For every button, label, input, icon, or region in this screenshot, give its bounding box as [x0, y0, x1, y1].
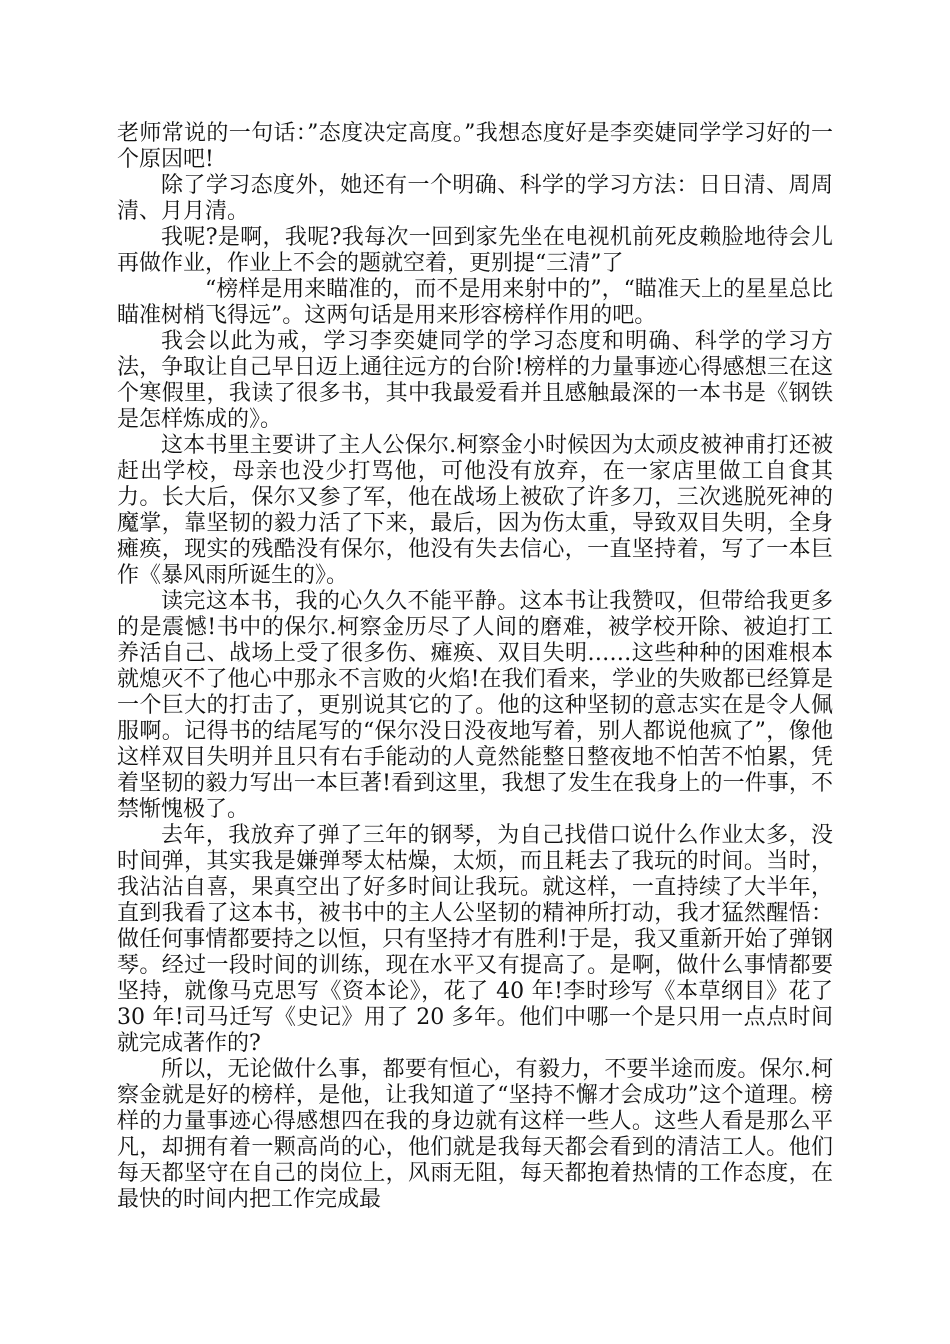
paragraph-1: 老师常说的一句话：”态度决定高度。”我想态度好是李奕婕同学学习好的一个原因吧!: [117, 121, 833, 172]
paragraph-4: “榜样是用来瞄准的，而不是用来射中的”，“瞄准天上的星星总比瞄准树梢飞得远”。这两句话是用来形容榜样作用的吧。: [117, 277, 833, 328]
paragraph-2: 除了学习态度外，她还有一个明确、科学的学习方法：日日清、周周清、月月清。: [117, 173, 833, 224]
document-page: [117, 121, 833, 1213]
paragraph-3: 我呢?是啊，我呢?我每次一回到家先坐在电视机前死皮赖脸地待会儿再做作业，作业上不会的题就空着，更别提“三清”了: [117, 225, 833, 276]
paragraph-9: 所以，无论做什么事，都要有恒心，有毅力，不要半途而废。保尔.柯察金就是好的榜样，是他，让我知道了“坚持不懈才会成功”这个道理。榜样的力量事迹心得感想四在我的身边就有这样一些人。这些人看是那么平凡，却拥有着一颗高尚的心，他们就是我每天都会看到的清洁工人。他们每天都坚守在自己的岗位上，风雨无阻，每天都抱着热情的工作态度，在最快的时间内把工作完成最: [117, 1057, 833, 1212]
paragraph-6: 这本书里主要讲了主人公保尔.柯察金小时候因为太顽皮被神甫打还被赶出学校，母亲也没少打骂他，可他没有放弃，在一家店里做工自食其力。长大后，保尔又参了军，他在战场上被砍了许多刀，三次逃脱死神的魔掌，靠坚韧的毅力活了下来，最后，因为伤太重，导致双目失明，全身瘫痪，现实的残酷没有保尔，他没有失去信心，一直坚持着，写了一本巨作《暴风雨所诞生的》。: [117, 433, 833, 588]
paragraph-5: 我会以此为戒，学习李奕婕同学的学习态度和明确、科学的学习方法，争取让自己早日迈上通往远方的台阶!榜样的力量事迹心得感想三在这个寒假里，我读了很多书，其中我最爱看并且感触最深的一本书是《钢铁是怎样炼成的》。: [117, 329, 833, 432]
paragraph-7: 读完这本书，我的心久久不能平静。这本书让我赞叹，但带给我更多的是震憾!书中的保尔.柯察金历尽了人间的磨难，被学校开除、被迫打工养活自己、战场上受了很多伤、瘫痪、双目失明……这些种种的困难根本就熄灭不了他心中那永不言败的火焰!在我们看来，学业的失败都已经算是一个巨大的打击了，更别说其它的了。他的这种坚韧的意志实在是令人佩服啊。记得书的结尾写的“保尔没日没夜地写着，别人都说他疯了”，像他这样双目失明并且只有右手能动的人竟然能整日整夜地不怕苦不怕累，凭着坚韧的毅力写出一本巨著!看到这里，我想了发生在我身上的一件事，不禁惭愧极了。: [117, 589, 833, 822]
paragraph-8: 去年，我放弃了弹了三年的钢琴，为自己找借口说什么作业太多，没时间弹，其实我是嫌弹琴太枯燥，太烦，而且耗去了我玩的时间。当时，我沾沾自喜，果真空出了好多时间让我玩。就这样，一直持续了大半年，直到我看了这本书，被书中的主人公坚韧的精神所打动，我才猛然醒悟：做任何事情都要持之以恒，只有坚持才有胜利!于是，我又重新开始了弹钢琴。经过一段时间的训练，现在水平又有提高了。是啊，做什么事情都要坚持，就像马克思写《资本论》，花了 40 年!李时珍写《本草纲目》花了 30 年!司马迁写《史记》用了 20 多年。他们中哪一个是只用一点点时间就完成著作的?: [117, 823, 833, 1056]
